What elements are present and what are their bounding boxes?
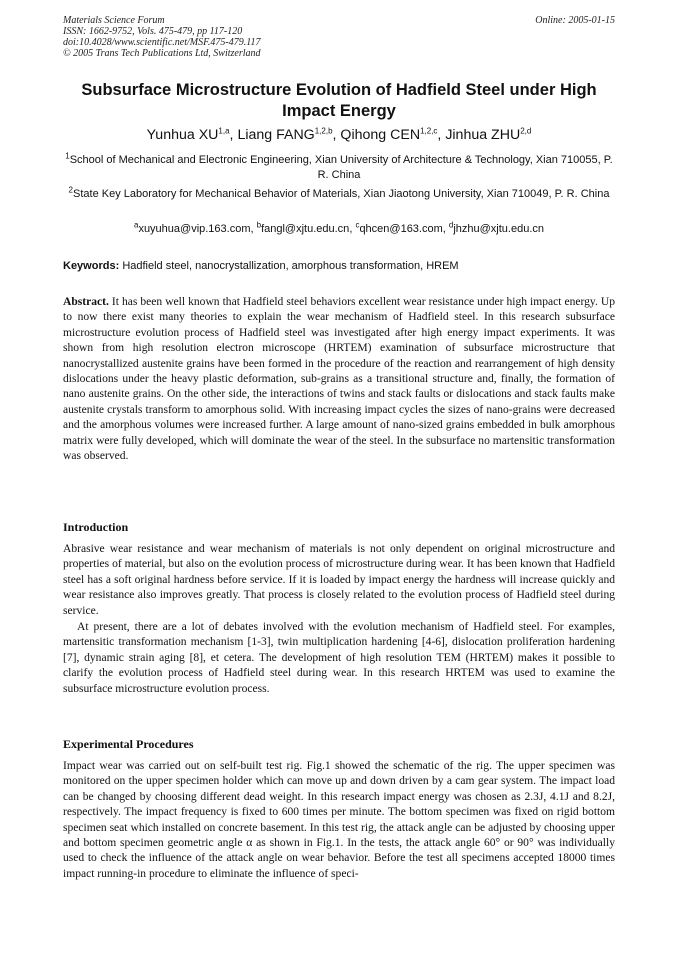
author-affiliation-marker: 1,2,c <box>420 126 438 136</box>
paragraph: Impact wear was carried out on self-built test rig. Fig.1 showed the schematic of the rig. The upper specimen was monitored on the upper specimen holder which can move up and down driven by a cam gear system. The impact load can be changed by choosing different dead weight. In this research impact energy was chosen as 2.3J, 4.1J and 8.2J, respectively. The impact frequency is fixed to 600 times per minute. The bottom specimen was fixed on rigid bottom specimen seat which installed on concrete basement. In this test rig, the attack angle can be adjusted by choosing upper and bottom specimen geometric angle α as shown in Fig.1. In the tests, the attack angle 60° or 90° was individually used to check the influence of the attack angle on wear behavior. Before the test all specimens accepted 18000 times impact running-in procedure to eliminate the influence of speci- <box>63 760 615 880</box>
paragraph: At present, there are a lot of debates involved with the evolution mechanism of Hadfield steel. For examples, martensitic transformation mechanism [1-3], twin multiplication hardening [4-6], dislocation proliferation hardening [7], dynamic strain aging [8], et cetera. The development of high resolution TEM (HRTEM) makes it possible to clarify the evolution process of Hadfield steel during wear. In this research HRTEM was used to examine the subsurface microstructure evolution process. <box>63 621 615 695</box>
keywords-text: Hadfield steel, nanocrystallization, amorphous transformation, HREM <box>122 260 459 272</box>
issn-line: ISSN: 1662-9752, Vols. 475-479, pp 117-120 <box>63 26 243 37</box>
abstract <box>63 295 615 464</box>
email-link[interactable]: jhzhu@xjtu.edu.cn <box>453 223 545 235</box>
section-heading-experimental: Experimental Procedures <box>63 737 194 751</box>
author-affiliation-marker: 2,d <box>520 126 532 136</box>
author-name: Yunhua XU <box>146 127 219 143</box>
online-date: Online: 2005-01-15 <box>535 15 615 26</box>
author-name: Qihong CEN <box>340 127 421 143</box>
running-header <box>63 15 615 59</box>
journal-name: Materials Science Forum <box>63 15 165 26</box>
paper-title: Subsurface Microstructure Evolution of Hadfield Steel under High Impact Energy <box>81 81 597 120</box>
email-link[interactable]: fangl@xjtu.edu.cn <box>261 223 350 235</box>
affiliation-2: $^2$State Key Laboratory for Mechanical Behavior of Materials, Xian Jiaotong University, Xian 710049, P. R. China <box>68 185 610 200</box>
abstract-label: Abstract. <box>63 296 109 308</box>
keywords <box>63 259 615 274</box>
email-link[interactable]: xuyuhua@vip.163.com <box>138 223 251 235</box>
author-list: Yunhua XU$^{1,a}$, Liang FANG$^{1,2,b}$, Qihong CEN$^{1,2,c}$, Jinhua ZHU$^{2,d}$ <box>146 126 532 143</box>
author-name: Jinhua ZHU <box>445 127 521 143</box>
paragraph: Abrasive wear resistance and wear mechanism of materials is not only dependent on original microstructure and properties of material, but also on the evolution process of microstructure during wear. It has been known that Hadfield steel has a soft original hardness before service. If it is loaded by impact energy the hardness will increase quickly and wear resistance also improves greatly. That process is closely related to the evolution process of Hadfield steel during service. <box>63 543 615 617</box>
abstract-text: It has been well known that Hadfield steel behaviors excellent wear resistance under high impact energy. Up to now there exist many theories to explain the wear mechanism of Hadfield steel. In this research subsurface microstructure evolution process of Hadfield steel was investigated after high energy impact experiments. It was shown from high resolution electron microscope (HRTEM) examination of subsurface microstructure that nanocrystallized austenite grains have been formed in the procedure of the reaction and rearrangement of high density dislocations under the heavy plastic deformation, sub-grains as a transitional structure and, finally, the formation of nano austenite grains. On the other side, the interactions of twins and stack faults or dislocations and stack faults make austenite crystals transform to amorphous solid. With increasing impact cycles the sizes of nano-grains were decreased and the amorphous volumes were increased further. A large amount of nano-sized grains embedded in bulk amorphous matrix were fully developed, which will dominate the wear of the steel. In the subsurface no martensitic transformation was observed. <box>63 296 615 463</box>
author-affiliation-marker: 1,2,b <box>314 126 333 136</box>
copyright-line: © 2005 Trans Tech Publications Ltd, Switzerland <box>63 48 261 59</box>
affiliation-1: $^1$School of Mechanical and Electronic Engineering, Xian University of Architecture & Technology, Xian 710055, P. R. China <box>65 151 613 181</box>
section-heading-introduction: Introduction <box>63 520 129 534</box>
email-list: $^a$xuyuhua@vip.163.com, $^b$fangl@xjtu.edu.cn, $^c$qhcen@163.com, $^d$jhzhu@xjtu.edu.cn <box>133 220 545 235</box>
doi-line: doi:10.4028/www.scientific.net/MSF.475-479.117 <box>63 37 261 48</box>
author-name: Liang FANG <box>237 127 315 143</box>
author-affiliation-marker: 1,a <box>218 126 230 136</box>
email-link[interactable]: qhcen@163.com <box>359 223 443 235</box>
keywords-label: Keywords: <box>63 260 120 272</box>
